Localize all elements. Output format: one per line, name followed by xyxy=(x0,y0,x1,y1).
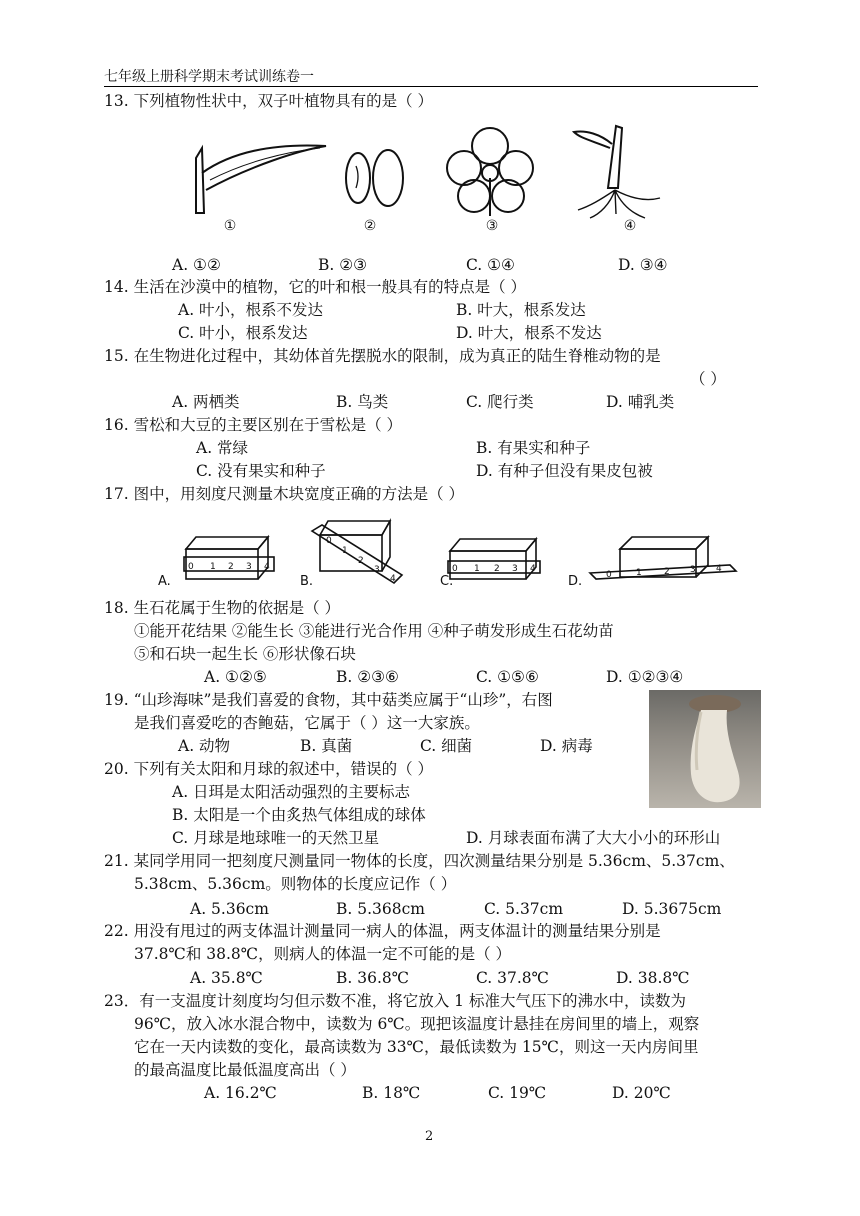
q13-option-c[interactable]: C. ①④ xyxy=(466,256,515,274)
q21-option-b[interactable]: B. 5.368cm xyxy=(336,900,425,918)
q18-option-c[interactable]: C. ①⑤⑥ xyxy=(476,668,539,686)
q13-fig-label-4: ④ xyxy=(623,218,637,234)
ruler-a-tick-1: 1 xyxy=(210,562,216,572)
q16-option-b[interactable]: B. 有果实和种子 xyxy=(476,439,591,457)
q22-stem-line1: 22. 用没有甩过的两支体温计测量同一病人的体温，两支体温计的测量结果分别是 xyxy=(104,922,661,940)
q13-option-b[interactable]: B. ②③ xyxy=(318,256,368,274)
ruler-c-tick-0: 0 xyxy=(452,564,458,574)
q14-option-b[interactable]: B. 叶大，根系发达 xyxy=(456,301,586,319)
ruler-b-tick-1: 1 xyxy=(342,546,348,556)
ruler-c-tick-4: 4 xyxy=(530,564,536,574)
q21-option-c[interactable]: C. 5.37cm xyxy=(484,900,564,918)
ruler-a-tick-4: 4 xyxy=(264,562,270,572)
q22-option-a[interactable]: A. 35.8℃ xyxy=(190,969,263,987)
q17-fig-label-c: C. xyxy=(440,574,454,589)
ruler-c-tick-2: 2 xyxy=(494,564,500,574)
q20-stem: 20. 下列有关太阳和月球的叙述中，错误的（ ） xyxy=(104,760,434,778)
q17-stem: 17. 图中，用刻度尺测量木块宽度正确的方法是（ ） xyxy=(104,485,465,503)
q18-option-b[interactable]: B. ②③⑥ xyxy=(336,668,399,686)
q13-option-a[interactable]: A. ①② xyxy=(172,256,221,274)
q15-option-c[interactable]: C. 爬行类 xyxy=(466,393,534,411)
ruler-d-tick-0: 0 xyxy=(606,570,612,580)
q23-stem-line4: 的最高温度比最低温度高出（ ） xyxy=(134,1061,356,1079)
q19-stem-line2: 是我们喜爱吃的杏鲍菇，它属于（ ）这一大家族。 xyxy=(134,714,480,732)
q20-option-d[interactable]: D. 月球表面布满了大大小小的环形山 xyxy=(466,829,721,847)
q18-items-line1: ①能开花结果 ②能生长 ③能进行光合作用 ④种子萌发形成生石花幼苗 xyxy=(134,622,614,640)
ruler-d-tick-1: 1 xyxy=(636,568,642,578)
q23-stem-line1: 23．有一支温度计刻度均匀但示数不准，将它放入 1 标准大气压下的沸水中，读数为 xyxy=(104,992,686,1010)
q13-figure xyxy=(190,118,710,238)
ruler-d-tick-3: 3 xyxy=(690,565,696,575)
q14-option-c[interactable]: C. 叶小，根系发达 xyxy=(178,324,308,342)
ruler-a-tick-3: 3 xyxy=(246,562,252,572)
q20-option-b[interactable]: B. 太阳是一个由炙热气体组成的球体 xyxy=(172,806,426,824)
q21-option-d[interactable]: D. 5.3675cm xyxy=(622,900,722,918)
q23-option-b[interactable]: B. 18℃ xyxy=(362,1084,421,1102)
q22-option-c[interactable]: C. 37.8℃ xyxy=(476,969,550,987)
ruler-c-tick-3: 3 xyxy=(512,564,518,574)
q18-items-line2: ⑤和石块一起生长 ⑥形状像石块 xyxy=(134,645,356,663)
q22-option-b[interactable]: B. 36.8℃ xyxy=(336,969,410,987)
q17-fig-label-d: D. xyxy=(568,574,583,589)
q16-option-c[interactable]: C. 没有果实和种子 xyxy=(196,462,326,480)
q18-stem: 18. 生石花属于生物的依据是（ ） xyxy=(104,599,341,617)
q15-option-d[interactable]: D. 哺乳类 xyxy=(606,393,675,411)
ruler-d-tick-4: 4 xyxy=(716,564,722,574)
q22-option-d[interactable]: D. 38.8℃ xyxy=(616,969,690,987)
q19-option-b[interactable]: B. 真菌 xyxy=(300,737,353,755)
ruler-c-tick-1: 1 xyxy=(474,564,480,574)
ruler-d-tick-2: 2 xyxy=(664,567,670,577)
q15-stem: 15. 在生物进化过程中，其幼体首先摆脱水的限制，成为真正的陆生脊椎动物的是 xyxy=(104,347,661,365)
q19-stem-line1: 19. “山珍海味”是我们喜爱的食物，其中菇类应属于“山珍”，右图 xyxy=(104,691,553,709)
q15-option-b[interactable]: B. 鸟类 xyxy=(336,393,389,411)
ruler-a-tick-0: 0 xyxy=(188,562,194,572)
q13-stem: 13. 下列植物性状中，双子叶植物具有的是（ ） xyxy=(104,92,434,110)
q13-fig-label-2: ② xyxy=(363,218,377,234)
q21-stem-line2: 5.38cm、5.36cm。则物体的长度应记作（ ） xyxy=(134,875,457,893)
q20-option-a[interactable]: A. 日珥是太阳活动强烈的主要标志 xyxy=(172,783,411,801)
ruler-a-tick-2: 2 xyxy=(228,562,234,572)
q15-option-a[interactable]: A. 两栖类 xyxy=(172,393,240,411)
q23-stem-line3: 它在一天内读数的变化，最高读数为 33℃，最低读数为 15℃，则这一天内房间里 xyxy=(134,1038,699,1056)
ruler-b-tick-2: 2 xyxy=(358,556,364,566)
page-number: 2 xyxy=(425,1129,434,1144)
q23-option-a[interactable]: A. 16.2℃ xyxy=(204,1084,277,1102)
q14-stem: 14. 生活在沙漠中的植物，它的叶和根一般具有的特点是（ ） xyxy=(104,278,527,296)
q17-fig-label-b: B. xyxy=(300,574,314,589)
q14-option-a[interactable]: A. 叶小，根系不发达 xyxy=(178,301,324,319)
q21-option-a[interactable]: A. 5.36cm xyxy=(190,900,269,918)
q13-fig-label-3: ③ xyxy=(485,218,499,234)
q19-option-a[interactable]: A. 动物 xyxy=(178,737,231,755)
q16-option-d[interactable]: D. 有种子但没有果皮包被 xyxy=(476,462,653,480)
q18-option-a[interactable]: A. ①②⑤ xyxy=(204,668,267,686)
q23-stem-line2: 96℃，放入冰水混合物中，读数为 6℃。现把该温度计悬挂在房间里的墙上，观察 xyxy=(134,1015,700,1033)
q15-bracket: （ ） xyxy=(690,370,726,388)
q19-option-c[interactable]: C. 细菌 xyxy=(420,737,473,755)
ruler-b-tick-0: 0 xyxy=(326,536,332,546)
q23-option-d[interactable]: D. 20℃ xyxy=(612,1084,671,1102)
q19-option-d[interactable]: D. 病毒 xyxy=(540,737,593,755)
ruler-b-tick-3: 3 xyxy=(374,565,380,575)
q22-stem-line2: 37.8℃和 38.8℃，则病人的体温一定不可能的是（ ） xyxy=(134,945,512,963)
q16-option-a[interactable]: A. 常绿 xyxy=(196,439,249,457)
q17-figure xyxy=(150,515,750,593)
ruler-b-tick-4: 4 xyxy=(390,574,396,584)
q16-stem: 16. 雪松和大豆的主要区别在于雪松是（ ） xyxy=(104,416,403,434)
q17-fig-label-a: A. xyxy=(158,574,171,589)
q21-stem-line1: 21. 某同学用同一把刻度尺测量同一物体的长度，四次测量结果分别是 5.36cm、5.37cm、 xyxy=(104,852,735,870)
q20-option-c[interactable]: C. 月球是地球唯一的天然卫星 xyxy=(172,829,380,847)
page-header-title: 七年级上册科学期末考试训练卷一 xyxy=(104,69,314,85)
q13-option-d[interactable]: D. ③④ xyxy=(618,256,668,274)
q18-option-d[interactable]: D. ①②③④ xyxy=(606,668,684,686)
q23-option-c[interactable]: C. 19℃ xyxy=(488,1084,547,1102)
q14-option-d[interactable]: D. 叶大，根系不发达 xyxy=(456,324,602,342)
header-rule xyxy=(104,86,758,87)
king-oyster-mushroom-photo xyxy=(649,690,761,808)
q13-fig-label-1: ① xyxy=(223,218,237,234)
